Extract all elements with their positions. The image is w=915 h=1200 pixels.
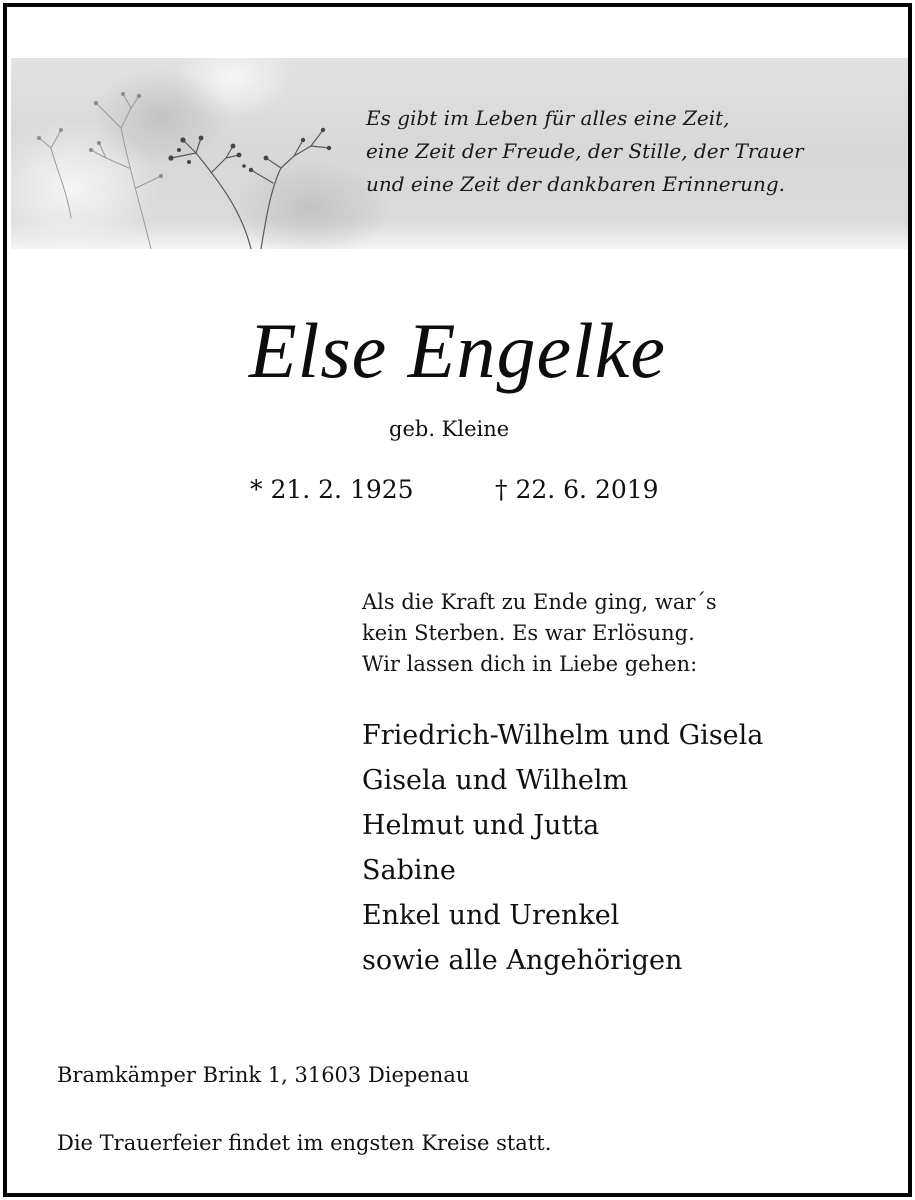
ceremony-notice: Die Trauerfeier findet im engsten Kreise statt.: [57, 1131, 552, 1155]
mourner-entry: Helmut und Jutta: [362, 810, 600, 841]
mourner-entry: sowie alle Angehörigen: [362, 945, 683, 976]
quote-line: Es gibt im Leben für alles eine Zeit,: [366, 106, 730, 130]
mourner-entry: Gisela und Wilhelm: [362, 765, 629, 796]
mourner-entry: Friedrich-Wilhelm und Gisela: [362, 720, 764, 751]
verse-line: kein Sterben. Es war Erlösung.: [362, 621, 695, 645]
mourner-entry: Sabine: [362, 855, 456, 886]
death-date: † 22. 6. 2019: [495, 475, 659, 504]
obituary-card: [3, 3, 912, 1197]
verse-line: Wir lassen dich in Liebe gehen:: [362, 652, 698, 676]
quote-line: eine Zeit der Freude, der Stille, der Trauer: [366, 139, 804, 163]
birth-date: * 21. 2. 1925: [250, 475, 414, 504]
deceased-name: Else Engelke: [249, 307, 666, 394]
quote-line: und eine Zeit der dankbaren Erinnerung.: [366, 172, 786, 196]
verse-line: Als die Kraft zu Ende ging, war´s: [362, 590, 717, 614]
mourners-list: [362, 713, 763, 983]
farewell-verse: [362, 587, 717, 680]
banner-quote: [366, 102, 804, 201]
mourner-entry: Enkel und Urenkel: [362, 900, 620, 931]
maiden-name: geb. Kleine: [389, 417, 510, 441]
banner-photo: [11, 58, 908, 249]
family-address: Bramkämper Brink 1, 31603 Diepenau: [57, 1063, 470, 1087]
